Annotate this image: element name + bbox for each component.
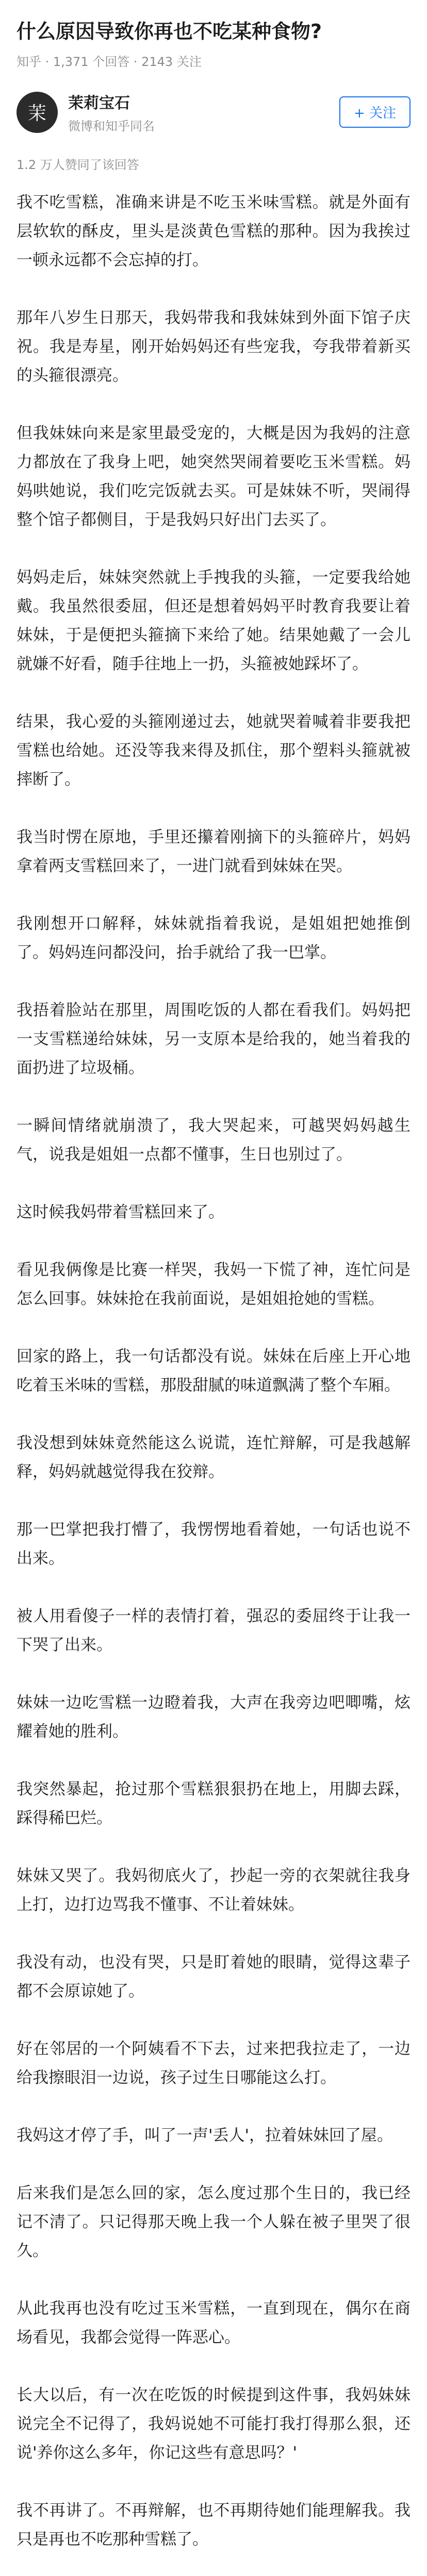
- paragraph: 但我妹妹向来是家里最受宠的，大概是因为我妈的注意力都放在了我身上吧，她突然哭闹着要吃玉米雪糕。妈妈哄她说，我们吃完饭就去买。可是妹妹不听，哭闹得整个馆子都侧目，于是我妈只好出门去买了。: [17, 424, 410, 529]
- author-desc: 微博和知乎同名: [68, 119, 155, 133]
- paragraph: 长大以后，有一次在吃饭的时候提到这件事，我妈妹妹说完全不记得了，我妈说她不可能打我打得那么狠，还说'养你这么多年，你记这些有意思吗？': [17, 2386, 410, 2462]
- paragraph: 好在邻居的一个阿姨看不下去，过来把我拉走了，一边给我擦眼泪一边说，孩子过生日哪能这么打。: [17, 2040, 410, 2087]
- paragraph: 妹妹一边吃雪糕一边瞪着我，大声在我旁边吧唧嘴，炫耀着她的胜利。: [17, 1693, 410, 1741]
- author-name[interactable]: 茉莉宝石: [68, 94, 130, 112]
- paragraph: 我不吃雪糕，准确来讲是不吃玉米味雪糕。就是外面有层软软的酥皮，里头是淡黄色雪糕的那种。因为我挨过一顿永远都不会忘掉的打。: [17, 193, 410, 269]
- paragraph: 后来我们是怎么回的家，怎么度过那个生日的，我已经记不清了。只记得那天晚上我一个人躲在被子里哭了很久。: [17, 2184, 410, 2260]
- paragraph: 我刚想开口解释，妹妹就指着我说，是姐姐把她推倒了。妈妈连问都没问，抬手就给了我一巴掌。: [17, 914, 410, 962]
- upvote-note: 1.2 万人赞同了该回答: [17, 158, 139, 172]
- avatar[interactable]: 茉: [17, 92, 58, 133]
- paragraph: 妈妈走后，妹妹突然就上手拽我的头箍，一定要我给她戴。我虽然很委屈，但还是想着妈妈平时教育我要让着妹妹，于是便把头箍摘下来给了她。结果她戴了一会儿就嫌不好看，随手往地上一扔，头箍被她踩坏了。: [17, 568, 410, 673]
- question-meta: 知乎 · 1,371 个回答 · 2143 关注: [17, 55, 202, 69]
- paragraph: 妹妹又哭了。我妈彻底火了，抄起一旁的衣架就往我身上打，边打边骂我不懂事、不让着妹妹。: [17, 1867, 410, 1914]
- paragraph: 这时候我妈带着雪糕回来了。: [17, 1203, 224, 1222]
- paragraph: 回家的路上，我一句话都没有说。妹妹在后座上开心地吃着玉米味的雪糕，那股甜腻的味道飘满了整个车厢。: [17, 1347, 410, 1395]
- paragraph: 那年八岁生日那天，我妈带我和我妹妹到外面下馆子庆祝。我是寿星，刚开始妈妈还有些宠我，夸我带着新买的头箍很漂亮。: [17, 309, 410, 385]
- answer-content: [17, 188, 410, 2554]
- paragraph: 我捂着脸站在那里，周围吃饭的人都在看我们。妈妈把一支雪糕递给妹妹，另一支原本是给我的，她当着我的面扔进了垃圾桶。: [17, 1001, 410, 1077]
- paragraph: 从此我再也没有吃过玉米雪糕，一直到现在，偶尔在商场看见，我都会觉得一阵恶心。: [17, 2299, 410, 2347]
- paragraph: 我不再讲了。不再辩解，也不再期待她们能理解我。我只是再也不吃那种雪糕了。: [17, 2501, 410, 2549]
- paragraph: 我没想到妹妹竟然能这么说谎，连忙辩解，可是我越解释，妈妈就越觉得我在狡辩。: [17, 1434, 410, 1481]
- follow-button[interactable]: + 关注: [339, 96, 410, 128]
- question-title[interactable]: 什么原因导致你再也不吃某种食物?: [17, 20, 322, 43]
- paragraph: 我没有动，也没有哭，只是盯着她的眼睛，觉得这辈子都不会原谅她了。: [17, 1953, 410, 2001]
- paragraph: 一瞬间情绪就崩溃了，我大哭起来，可越哭妈妈越生气，说我是姐姐一点都不懂事，生日也别过了。: [17, 1116, 410, 1164]
- paragraph: 我妈这才停了手，叫了一声'丢人'，拉着妹妹回了屋。: [17, 2126, 393, 2145]
- paragraph: 我突然暴起，抢过那个雪糕狠狠扔在地上，用脚去踩，踩得稀巴烂。: [17, 1780, 410, 1827]
- paragraph: 结果，我心爱的头箍刚递过去，她就哭着喊着非要我把雪糕也给她。还没等我来得及抓住，那个塑料头箍就被摔断了。: [17, 713, 410, 789]
- paragraph: 那一巴掌把我打懵了，我愣愣地看着她，一句话也说不出来。: [17, 1520, 410, 1568]
- paragraph: 看见我俩像是比赛一样哭，我妈一下慌了神，连忙问是怎么回事。妹妹抢在我前面说，是姐姐抢她的雪糕。: [17, 1261, 410, 1308]
- paragraph: 被人用看傻子一样的表情打着，强忍的委屈终于让我一下哭了出来。: [17, 1607, 410, 1654]
- author-row: [17, 90, 410, 134]
- paragraph: 我当时愣在原地，手里还攥着刚摘下的头箍碎片，妈妈拿着两支雪糕回来了，一进门就看到妹妹在哭。: [17, 828, 410, 875]
